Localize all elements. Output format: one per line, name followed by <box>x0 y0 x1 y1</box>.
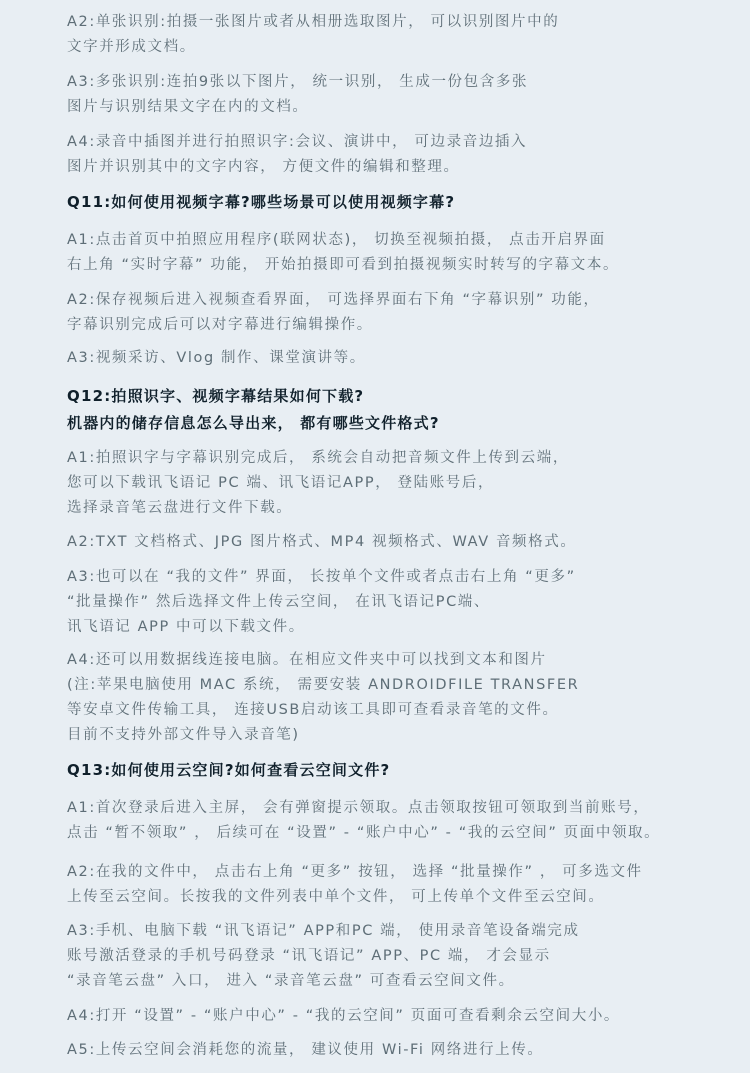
text-line: A3:也可以在 “我的文件” 界面， 长按单个文件或者点击右上角 “更多” <box>67 569 576 585</box>
text-line: (注:苹果电脑使用 MAC 系统， 需要安装 ANDROIDFILE TRANSFER <box>67 677 580 693</box>
answer-q10-a4 <box>67 130 736 180</box>
question-q13 <box>67 757 736 784</box>
answer-q13-a4 <box>67 1004 736 1029</box>
text-line: A4:还可以用数据线连接电脑。在相应文件夹中可以找到文本和图片 <box>67 652 547 668</box>
answer-q10-a3 <box>67 70 736 120</box>
text-line: 上传至云空间。长按我的文件列表中单个文件， 可上传单个文件至云空间。 <box>67 889 605 905</box>
text-line: A3:视频采访、Vlog 制作、课堂演讲等。 <box>67 350 366 366</box>
text-line: 账号激活登录的手机号码登录 “讯飞语记” APP、PC 端， 才会显示 <box>67 948 551 964</box>
question-q11 <box>67 189 736 216</box>
text-line: 点击 “暂不领取” ， 后续可在 “设置” - “账户中心” - “我的云空间” 页面中领取。 <box>67 825 661 841</box>
text-line: 右上角 “实时字幕” 功能， 开始拍摄即可看到拍摄视频实时转写的字幕文本。 <box>67 257 620 273</box>
text-line: A1:首次登录后进入主屏， 会有弹窗提示领取。点击领取按钮可领取到当前账号， <box>67 800 650 816</box>
text-line: A1:拍照识字与字幕识别完成后， 系统会自动把音频文件上传到云端， <box>67 450 569 466</box>
text-line: A2:单张识别:拍摄一张图片或者从相册选取图片， 可以识别图片中的 <box>67 14 560 30</box>
text-line: 讯飞语记 APP 中可以下载文件。 <box>67 619 305 635</box>
question-line: 机器内的储存信息怎么导出来， 都有哪些文件格式? <box>67 414 440 432</box>
answer-q11-a3 <box>67 346 736 371</box>
text-line: 目前不支持外部文件导入录音笔) <box>67 727 300 743</box>
answer-q11-a2 <box>67 288 736 338</box>
text-line: A2:TXT 文档格式、JPG 图片格式、MP4 视频格式、WAV 音频格式。 <box>67 534 577 550</box>
text-line: A4:录音中插图并进行拍照识字:会议、演讲中， 可边录音边插入 <box>67 134 528 150</box>
text-line: A3:多张识别:连拍9张以下图片， 统一识别， 生成一份包含多张 <box>67 74 529 90</box>
answer-q12-a2 <box>67 530 736 555</box>
text-line: 字幕识别完成后可以对字幕进行编辑操作。 <box>67 317 373 333</box>
answer-q12-a4 <box>67 648 736 748</box>
text-line: 图片与识别结果文字在内的文档。 <box>67 99 309 115</box>
answer-q11-a1 <box>67 228 736 278</box>
text-line: “录音笔云盘” 入口， 进入 “录音笔云盘” 可查看云空间文件。 <box>67 973 515 989</box>
text-line: A5:上传云空间会消耗您的流量， 建议使用 Wi-Fi 网络进行上传。 <box>67 1042 544 1058</box>
question-q12 <box>67 383 736 437</box>
text-line: 您可以下载讯飞语记 PC 端、讯飞语记APP， 登陆账号后， <box>67 475 495 491</box>
answer-q13-a1 <box>67 796 736 846</box>
text-line: 图片并识别其中的文字内容， 方便文件的编辑和整理。 <box>67 159 460 175</box>
question-line: Q13:如何使用云空间?如何查看云空间文件? <box>67 761 391 779</box>
answer-q10-a2 <box>67 10 736 60</box>
answer-q13-a5 <box>67 1038 736 1063</box>
text-line: A2:在我的文件中， 点击右上角 “更多” 按钮， 选择 “批量操作” ， 可多选文件 <box>67 864 643 880</box>
text-line: 选择录音笔云盘进行文件下载。 <box>67 500 293 516</box>
answer-q13-a3 <box>67 919 736 994</box>
question-line: Q11:如何使用视频字幕?哪些场景可以使用视频字幕? <box>67 193 456 211</box>
answer-q12-a3 <box>67 565 736 640</box>
answer-q13-a2 <box>67 860 736 910</box>
answer-q12-a1 <box>67 446 736 521</box>
text-line: 等安卓文件传输工具， 连接USB启动该工具即可查看录音笔的文件。 <box>67 702 559 718</box>
text-line: 文字并形成文档。 <box>67 39 196 55</box>
text-line: “批量操作” 然后选择文件上传云空间， 在讯飞语记PC端、 <box>67 594 491 610</box>
text-line: A3:手机、电脑下载 “讯飞语记” APP和PC 端， 使用录音笔设备端完成 <box>67 923 580 939</box>
text-line: A2:保存视频后进入视频查看界面， 可选择界面右下角 “字幕识别” 功能， <box>67 292 600 308</box>
question-line: Q12:拍照识字、视频字幕结果如何下载? <box>67 387 365 405</box>
text-line: A1:点击首页中拍照应用程序(联网状态)， 切换至视频拍摄， 点击开启界面 <box>67 232 606 248</box>
text-line: A4:打开 “设置” - “账户中心” - “我的云空间” 页面可查看剩余云空间大小。 <box>67 1008 621 1024</box>
